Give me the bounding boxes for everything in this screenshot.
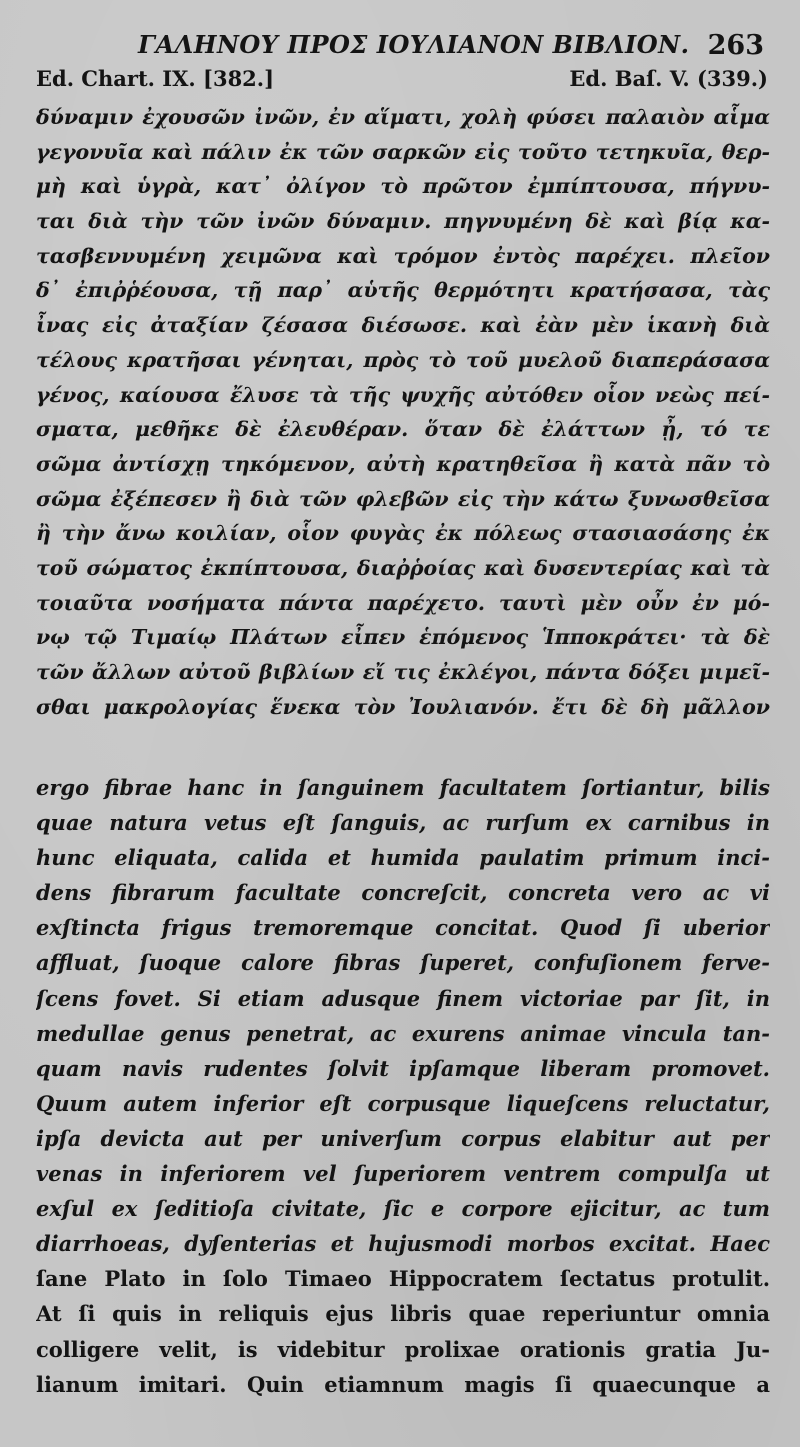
latin-line: dens fibrarum facultate concreſcit, concreta vero ac vi — [36, 880, 770, 906]
running-head — [0, 28, 800, 68]
latin-line: quam navis rudentes ſolvit ipſamque liberam promovet. — [36, 1055, 770, 1081]
latin-line: diarrhoeas, dyſenterias et hujusmodi morbos excitat. Haec — [36, 1231, 770, 1257]
latin-line: At ſi quis in reliquis ejus libris quae reperiuntur omnia — [36, 1301, 770, 1327]
greek-line: γεγονυῖα καὶ πάλιν ἐκ τῶν σαρκῶν εἰς τοῦτο τετηκυῖα, θερ- — [36, 139, 770, 164]
latin-line: lianum imitari. Quin etiamnum magis ſi quaecunque a — [36, 1371, 770, 1397]
latin-line: exſtincta frigus tremoremque concitat. Quod ſi uberior — [36, 915, 770, 941]
latin-line: medullae genus penetrat, ac exurens animae vincula tan- — [36, 1020, 770, 1046]
edition-line — [36, 66, 768, 96]
latin-line: venas in inferiorem vel ſuperiorem ventrem compulſa ut — [36, 1161, 770, 1187]
latin-line: affluat, ſuoque calore fibras ſuperet, confuſionem ferve- — [36, 950, 770, 976]
latin-line: ſcens fovet. Si etiam adusque finem victoriae par ſit, in — [36, 985, 770, 1011]
edition-chartier: Ed. Chart. IX. [382.] — [36, 66, 275, 91]
greek-line: τοιαῦτα νοσήματα πάντα παρέχετο. ταυτὶ μὲν οὖν ἐν μό- — [36, 590, 770, 615]
latin-text — [36, 770, 770, 1402]
greek-line: νῳ τῷ Τιμαίῳ Πλάτων εἶπεν ἑπόμενος Ἱπποκράτει· τὰ δὲ — [36, 625, 770, 650]
latin-line: ſane Plato in ſolo Timaeo Hippocratem ſectatus protulit. — [36, 1266, 770, 1292]
greek-line: δύναμιν ἐχουσῶν ἰνῶν, ἐν αἵματι, χολὴ φύσει παλαιὸν αἷμα — [36, 105, 770, 129]
latin-line: exſul ex ſeditioſa civitate, ſic e corpore ejicitur, ac tum — [36, 1196, 770, 1222]
latin-line: ipſa devicta aut per univerſum corpus elabitur aut per — [36, 1125, 770, 1151]
greek-line: σματα, μεθῆκε δὲ ἐλευθέραν. ὅταν δὲ ἐλάττων ᾖ, τό τε — [36, 417, 770, 442]
latin-line: colligere velit, is videbitur prolixae orationis gratia Ju- — [36, 1336, 770, 1362]
greek-line: ἶνας εἰς ἀταξίαν ζέσασα διέσωσε. καὶ ἐὰν μὲν ἱκανὴ διὰ — [36, 313, 770, 338]
page-number: 263 — [707, 30, 764, 61]
latin-line: quae natura vetus eſt ſanguis, ac rurſum ex carnibus in — [36, 810, 770, 836]
greek-line: σθαι μακρολογίας ἕνεκα τὸν Ἰουλιανόν. ἔτι δὲ δὴ μᾶλλον — [36, 694, 770, 719]
greek-line: τῶν ἄλλων αὐτοῦ βιβλίων εἴ τις ἐκλέγοι, πάντα δόξει μιμεῖ- — [36, 660, 770, 684]
greek-line: γένος, καίουσα ἔλυσε τὰ τῆς ψυχῆς αὐτόθεν οἷον νεὼς πεί- — [36, 382, 770, 407]
latin-line: ergo fibrae hanc in ſanguinem facultatem ſortiantur, bilis — [36, 775, 770, 800]
latin-line: hunc eliquata, calida et humida paulatim primum inci- — [36, 845, 770, 871]
greek-line: ται διὰ τὴν τῶν ἰνῶν δύναμιν. πηγνυμένη δὲ καὶ βίᾳ κα- — [36, 209, 770, 234]
edition-basel: Ed. Baſ. V. (339.) — [569, 66, 768, 91]
greek-line: σῶμα ἀντίσχῃ τηκόμενον, αὐτὴ κρατηθεῖσα ἢ κατὰ πᾶν τὸ — [36, 451, 770, 476]
greek-line: τοῦ σώματος ἐκπίπτουσα, διαῤῥοίας καὶ δυσεντερίας καὶ τὰ — [36, 555, 770, 580]
running-title: ΓΑΛΗΝΟΥ ΠΡΟΣ ΙΟΥΛΙΑΝΟΝ ΒΙΒΛΙΟΝ. — [138, 30, 690, 59]
greek-line: ἢ τὴν ἄνω κοιλίαν, οἷον φυγὰς ἐκ πόλεως στασιασάσης ἐκ — [36, 521, 770, 546]
greek-line: δ᾽ ἐπιῤῥέουσα, τῇ παρ᾽ αὑτῆς θερμότητι κρατήσασα, τὰς — [36, 278, 770, 303]
greek-text — [36, 100, 770, 724]
greek-line: τέλους κρατῆσαι γένηται, πρὸς τὸ τοῦ μυελοῦ διαπεράσασα — [36, 347, 770, 372]
greek-line: σῶμα ἐξέπεσεν ἢ διὰ τῶν φλεβῶν εἰς τὴν κάτω ξυνωσθεῖσα — [36, 486, 770, 511]
greek-line: τασβεννυμένη χειμῶνα καὶ τρόμον ἐντὸς παρέχει. πλεῖον — [36, 243, 770, 268]
greek-line: μὴ καὶ ὑγρὰ, κατ᾽ ὀλίγον τὸ πρῶτον ἐμπίπτουσα, πήγνυ- — [36, 174, 770, 199]
latin-line: Quum autem inferior eſt corpusque liqueſcens reluctatur, — [36, 1090, 770, 1116]
